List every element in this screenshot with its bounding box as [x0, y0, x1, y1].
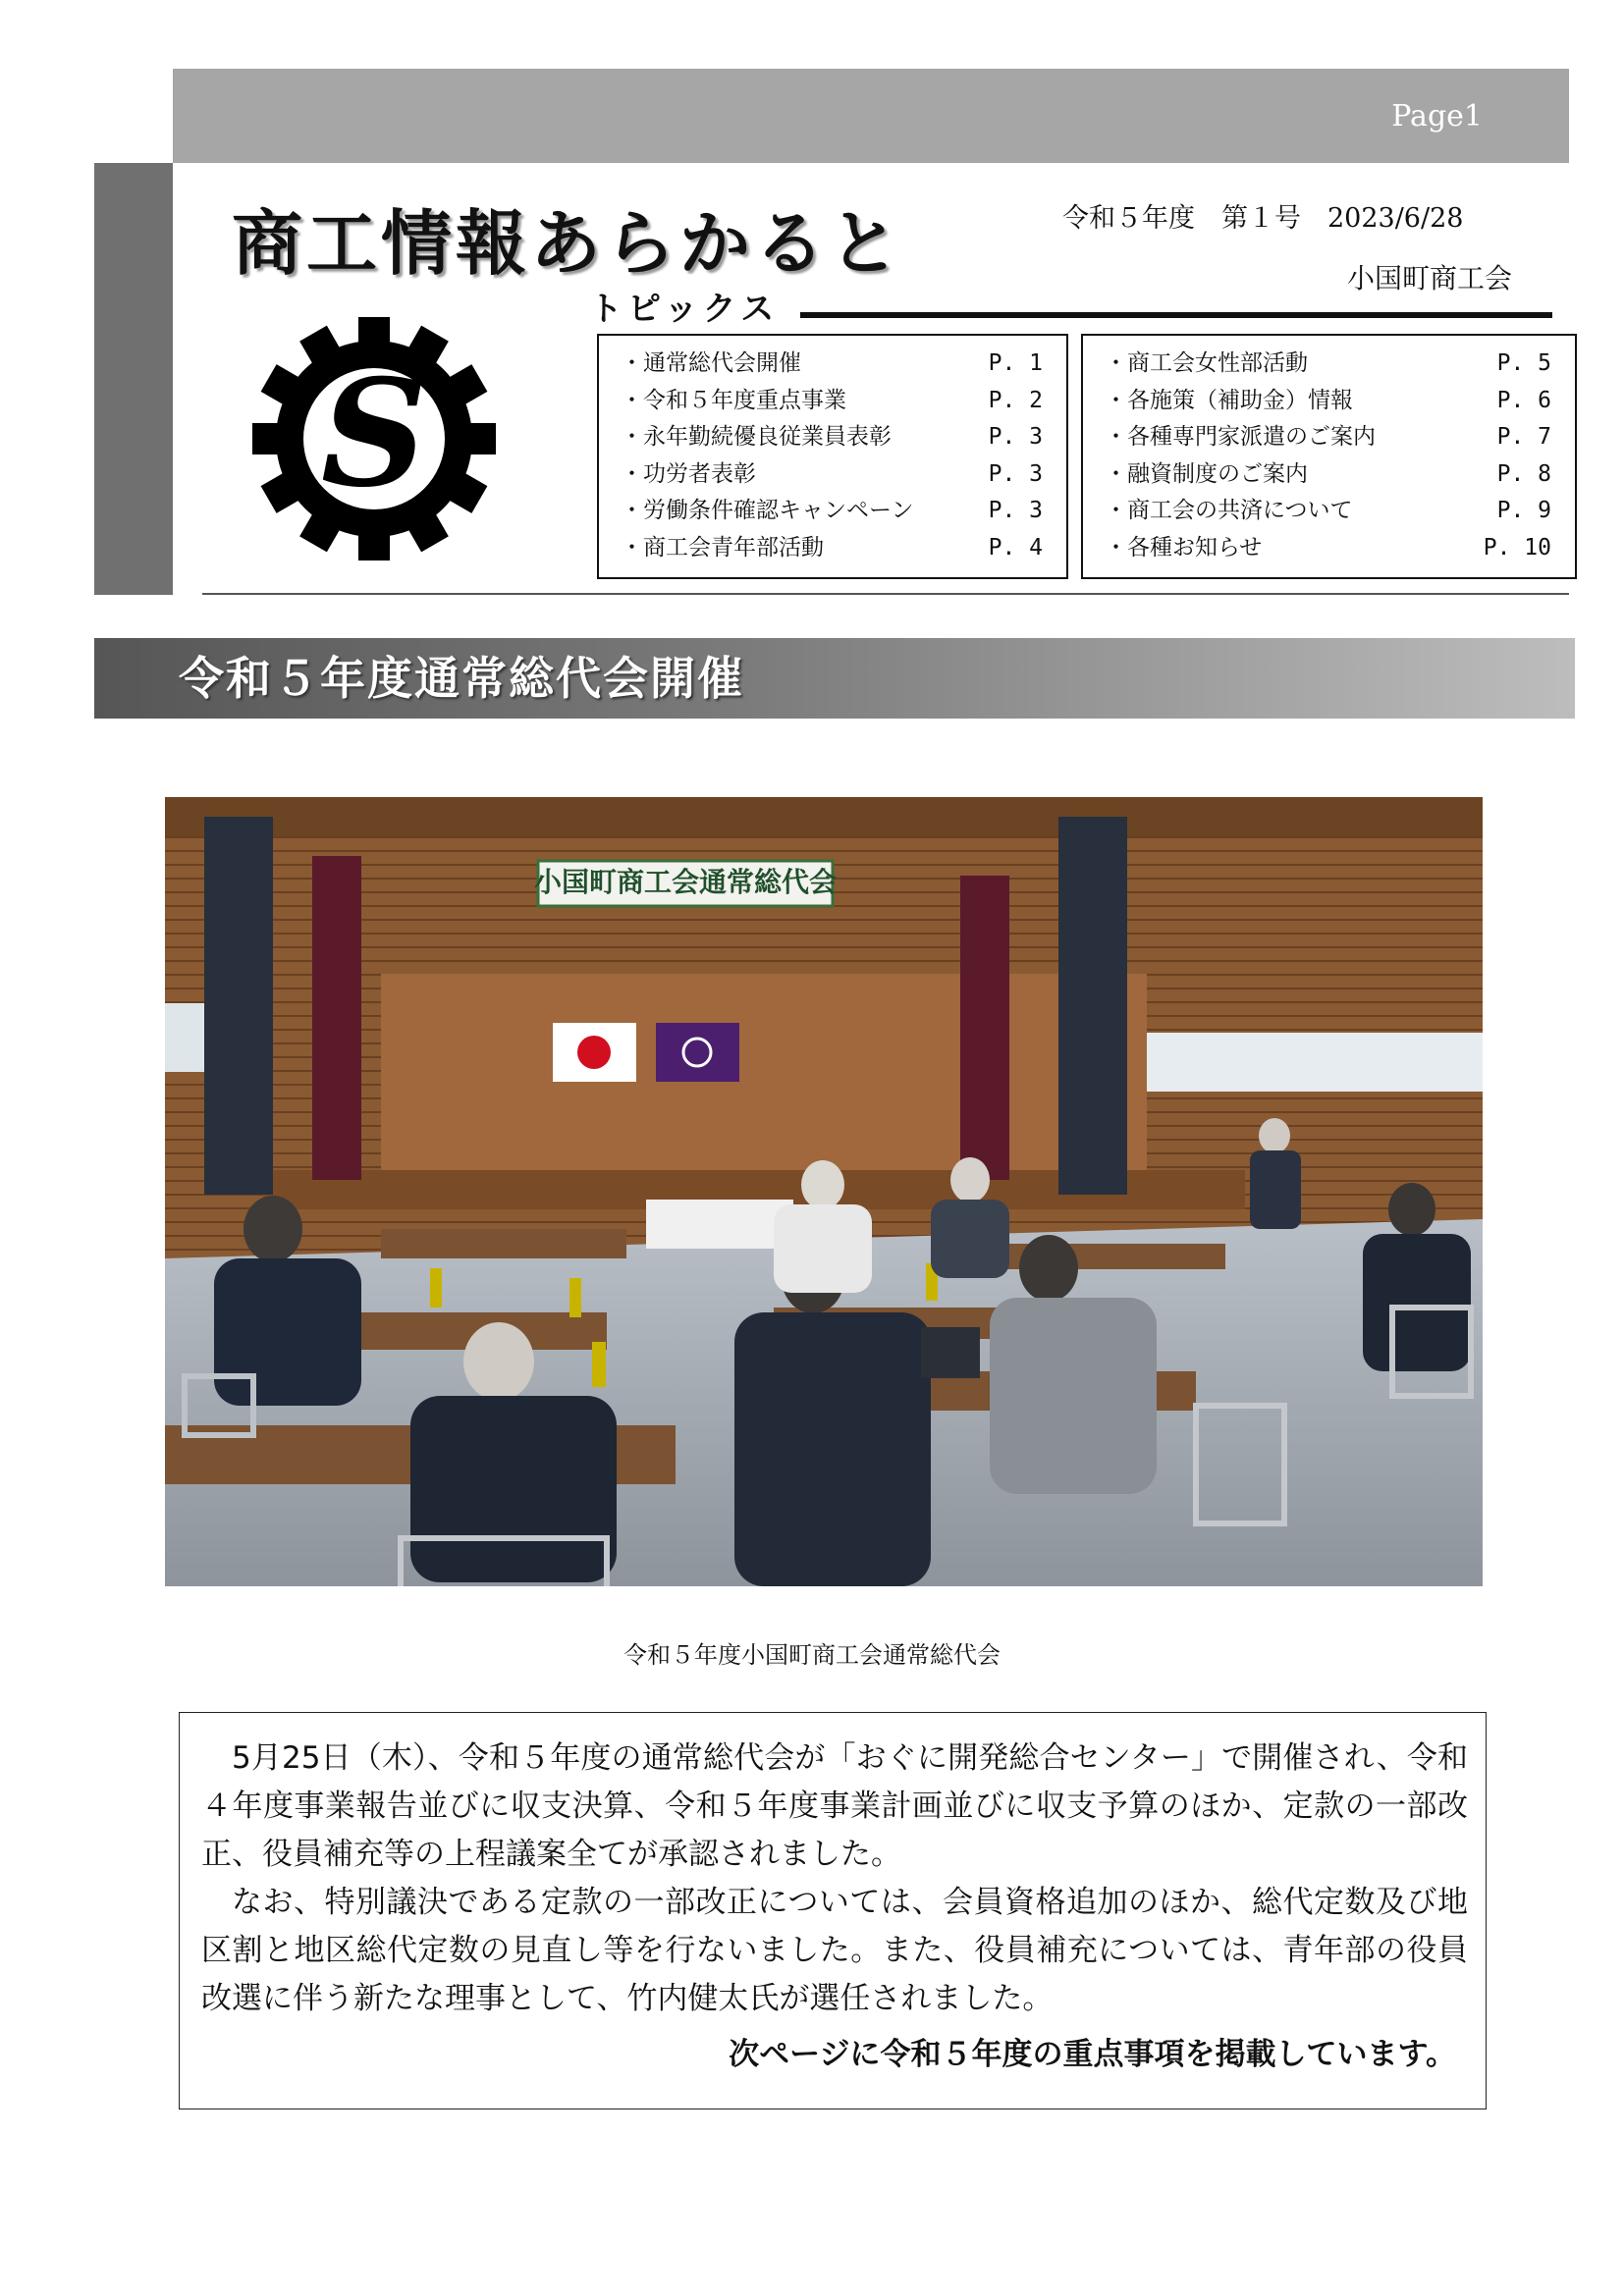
topic-page-number: P. 9 — [1496, 498, 1551, 523]
topic-page-number: P. 3 — [988, 498, 1043, 523]
topic-page-number: P. 7 — [1496, 424, 1551, 450]
topic-item — [1105, 493, 1551, 530]
page-label: Page1 — [1391, 99, 1483, 133]
topic-item — [1105, 530, 1551, 567]
topic-page-number: P. 3 — [988, 424, 1043, 450]
topic-label: ・商工会女性部活動 — [1105, 350, 1308, 376]
topic-item — [1105, 383, 1551, 420]
topic-item — [621, 530, 1043, 567]
meeting-photo — [165, 797, 1483, 1586]
header-band — [173, 69, 1569, 163]
topic-label: ・商工会の共済について — [1105, 498, 1353, 523]
section-header — [94, 638, 1575, 719]
topic-page-number: P. 1 — [988, 350, 1043, 376]
issue-info: 令和５年度 第１号 2023/6/28 — [1062, 203, 1464, 234]
newsletter-title: 商工情報あらかると — [232, 202, 904, 285]
article-paragraph-1: 5月25日（木）、令和５年度の通常総代会が「おぐに開発総合センター」で開催され、令和４年度事業報告並びに収支決算、令和５年度事業計画並びに収支予算のほか、定款の一部改正、役員補充等の上程議案全てが承認されました。 — [201, 1740, 1468, 1872]
logo-letter: S — [320, 347, 428, 520]
topic-label: ・商工会青年部活動 — [621, 534, 824, 561]
topic-label: ・令和５年度重点事業 — [621, 387, 846, 413]
topic-item — [621, 383, 1043, 420]
topics-heading: トピックス — [589, 290, 780, 329]
topic-item — [1105, 346, 1551, 383]
topics-list-right — [1081, 334, 1577, 579]
topic-page-number: P. 2 — [988, 387, 1043, 413]
topics-rule — [800, 312, 1552, 318]
topic-page-number: P. 4 — [988, 534, 1043, 561]
topic-label: ・各種お知らせ — [1105, 534, 1263, 561]
topic-label: ・融資制度のご案内 — [1105, 460, 1308, 487]
next-page-note: 次ページに令和５年度の重点事項を掲載しています。 — [729, 2037, 1456, 2072]
topic-label: ・功労者表彰 — [621, 460, 756, 487]
topic-page-number: P. 8 — [1496, 460, 1551, 487]
photo-banner-text: 小国町商工会通常総代会 — [533, 866, 838, 898]
left-accent-bar — [94, 163, 173, 595]
article-paragraph-2: なお、特別議決である定款の一部改正については、会員資格追加のほか、総代定数及び地区割と地区総代定数の見直し等を行ないました。また、役員補充については、青年部の役員改選に伴う新たな理事として、竹内健太氏が選任されました。 — [201, 1885, 1468, 2016]
topic-page-number: P. 6 — [1496, 387, 1551, 413]
publisher-name: 小国町商工会 — [1347, 262, 1513, 294]
topics-list-left — [597, 334, 1068, 579]
header-divider — [202, 593, 1569, 595]
topic-item — [1105, 456, 1551, 494]
topic-page-number: P. 5 — [1496, 350, 1551, 376]
topic-label: ・労働条件確認キャンペーン — [621, 498, 914, 523]
topic-label: ・各施策（補助金）情報 — [1105, 387, 1353, 413]
topic-item — [1105, 419, 1551, 456]
topic-label: ・各種専門家派遣のご案内 — [1105, 424, 1376, 450]
topic-item — [621, 346, 1043, 383]
topic-page-number: P. 3 — [988, 460, 1043, 487]
topic-item — [621, 456, 1043, 494]
gear-s-emblem-icon — [251, 316, 497, 561]
photo-caption: 令和５年度小国町商工会通常総代会 — [623, 1641, 1001, 1669]
topic-item — [621, 493, 1043, 530]
topic-item — [621, 419, 1043, 456]
topic-page-number: P. 10 — [1483, 534, 1551, 561]
topic-label: ・通常総代会開催 — [621, 350, 801, 376]
topic-label: ・永年勤続優良従業員表彰 — [621, 424, 892, 450]
section-title: 令和５年度通常総代会開催 — [179, 652, 744, 705]
article-box — [179, 1712, 1487, 2109]
